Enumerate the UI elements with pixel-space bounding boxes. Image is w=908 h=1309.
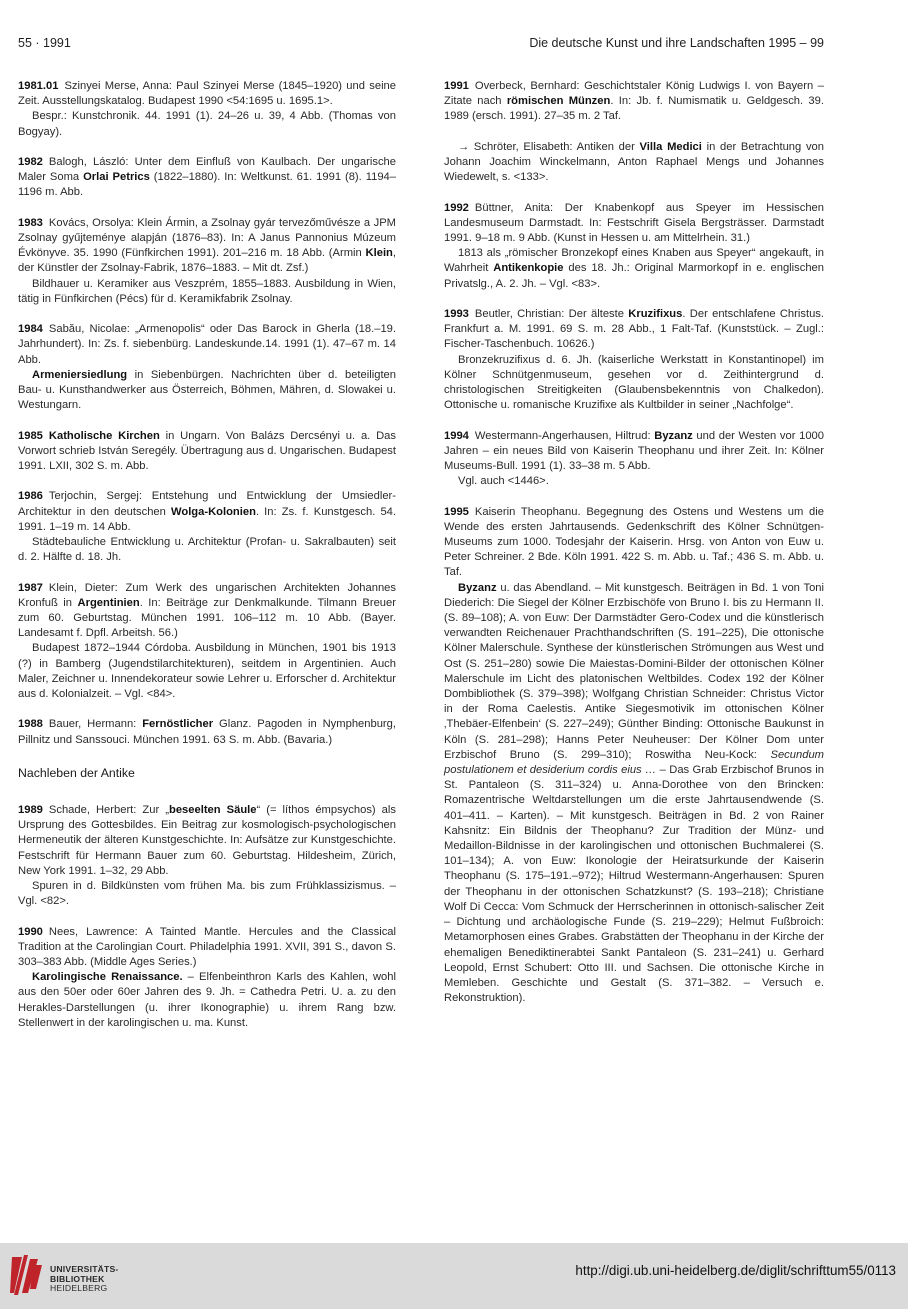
- entry-number: 1987: [18, 581, 43, 594]
- entry-keyword: römischen Münzen: [506, 95, 611, 108]
- section-title: Nachleben der Antike: [18, 765, 135, 780]
- entry-note: [18, 970, 396, 1031]
- entry-text: Schade, Herbert: Zur „: [48, 804, 169, 817]
- entry-note: [444, 246, 824, 292]
- entry-1988: [18, 717, 396, 747]
- entry-keyword: Klein: [365, 247, 393, 260]
- left-column: [18, 79, 396, 1046]
- entry-text: Westermann-Angerhausen, Hiltrud:: [474, 429, 655, 442]
- entry-number: 1992: [444, 201, 469, 214]
- entry-number: 1989: [18, 804, 43, 817]
- entry-number: 1985: [18, 429, 43, 442]
- entry-text: “ (= líthos émpsychos) als Ursprung des Gottesbildes. Ein Beitrag zur kosmologisch-psychologischen Hermeneutik der älteren Kunstgeschichte. In: Aufsätze zur Kunstgeschichte. Festschrift für Hermann Bauer zum 60. Geburtstag. Hildesheim, Zürich, New York 1991. 1–32, 29 Abb.: [18, 804, 396, 877]
- entry-note: Bildhauer u. Keramiker aus Veszprém, 1855–1883. Ausbildung in Wien, tätig in Fünfkirchen (Pécs) für d. Keramikfabrik Zsolnay.: [18, 277, 396, 305]
- entry-1991: [444, 79, 824, 125]
- entry-text: Nees, Lawrence: A Tainted Mantle. Hercules and the Classical Tradition at the Carolingian Court. Philadelphia 1991. XVII, 391 S., davon S. 303–383 Abb. (Middle Ages Series.): [18, 925, 396, 969]
- entry-text: (1822–1880). In: Weltkunst. 61. 1991 (8). 1194–1196 m. Abb.: [18, 171, 396, 199]
- entry-keyword: Fernöstlicher: [142, 718, 214, 731]
- entry-text: → Schröter, Elisabeth: Antiken der: [458, 140, 640, 153]
- entry-1994: [444, 429, 824, 490]
- library-name-line: BIBLIOTHEK: [50, 1273, 105, 1284]
- entry-keyword: Byzanz: [458, 581, 497, 594]
- entry-1986: [18, 489, 396, 565]
- entry-note-italic: Secundum postulationem et desiderium cordis eius …: [444, 748, 824, 777]
- entry-keyword: Antikenkopie: [493, 262, 564, 275]
- entry-keyword: beseelten Säule: [168, 804, 257, 817]
- footer-bar: [0, 1243, 908, 1309]
- library-emblem-icon: [8, 1253, 46, 1297]
- entry-note-text: – Das Grab Erzbischof Brunos in St. Pantaleon (S. 311–324) u. Anna-Dorothee von den Brincken: Romazentrische Weltdarstellungen um die erste Jahrtausendwende (S. 401–411. – Karten). – Mit kunstgesch. Beiträgen in Bd. 2 von Rainer Kahsnitz: Ein Bildnis der Theophanu? Zur Tradition der Münz- und Medaillon-Bildnisse in der karolingischen und ottonischen Buchmalerei (S. 101–134); A. von Euw: Ikonologie der Heiratsurkunde der Kaiserin Theophanu (S. 175–191.–972); Hiltrud Westermann-Angerhausen: Spuren der Theophanu in der ottonischen Schatzkunst? (S. 193–218); Christiane Wolf Di Cecca: Vom Schmuck der Herrscherinnen in ottonisch-salischer Zeit – Dichtung und archäologische Funde (S. 219–229); Helmut Fußbroich: Metamorphosen eines Grabes. Grabstätten der Theophanu in der Kirche der ehemaligen Benediktinerabtei Sankt Pantaleon (S. 231–241) u. Gerhard Leopold, Ernst Schubert: Otto III. und Sachsen. Die ottonische Kirche in Memleben. Geschichte und Gestalt (S. 371–382. – Versuch e. Rekonstruktion).: [444, 764, 824, 1005]
- entry-1984: [18, 322, 396, 413]
- library-name-line: HEIDELBERG: [50, 1283, 108, 1294]
- page-header: [18, 36, 824, 52]
- entry-text: Szinyei Merse, Anna: Paul Szinyei Merse (1845–1920) und seine Zeit. Ausstellungskatalog. Budapest 1990 <54:1695 u. 1695.1>.: [18, 80, 396, 108]
- page-number-year: 55 · 1991: [18, 36, 71, 50]
- permalink-url[interactable]: http://digi.ub.uni-heidelberg.de/diglit/schrifttum55/0113: [575, 1263, 896, 1278]
- entry-note: Vgl. auch <1446>.: [458, 475, 549, 488]
- entry-keyword: Kruzifixus: [628, 308, 683, 320]
- entry-note: Bespr.: Kunstchronik. 44. 1991 (1). 24–26 u. 39, 4 Abb. (Thomas von Bogyay).: [18, 110, 396, 138]
- entry-note: Budapest 1872–1944 Córdoba. Ausbildung in München, 1901 bis 1913 (?) in Bamberg (Jugendstilarchitekturen), seitdem in Argentinien. Auch Maler, Zeichner u. Innendekorateur sowie Lehrer u. Erforscher d. Architektur aus d. Kolonialzeit. – Vgl. <84>.: [18, 642, 396, 701]
- entry-1989: [18, 803, 396, 909]
- entry-keyword: Byzanz: [654, 429, 693, 442]
- library-logo[interactable]: [8, 1253, 128, 1297]
- entry-note: Städtebauliche Entwicklung u. Architektur (Profan- u. Sakralbauten) seit d. 2. Hälfte d. 18. Jh.: [18, 536, 396, 564]
- entry-1992: [444, 201, 824, 292]
- entry-text: Bauer, Hermann:: [48, 718, 143, 731]
- entry-number: 1990: [18, 925, 43, 938]
- entry-text: Sabău, Nicolae: „Armenopolis“ oder Das Barock in Gherla (18.–19. Jahrhundert). In: Zs. f. siebenbürg. Landeskunde.14. 1991 (1). 47–67 m. 14 Abb.: [18, 323, 396, 366]
- entry-text: . In: Zs. f. Kunstgesch. 54. 1991. 1–19 m. 14 Abb.: [18, 505, 397, 533]
- entry-text: . In: Beiträge zur Denkmalkunde. Tilmann Breuer zum 60. Geburtstag. München 1991. 106–112 m. 10 Abb. (Bayer. Landesamt f. Dpfl. Arbeitsh. 56.): [18, 596, 396, 640]
- entry-number: 1981.01: [18, 80, 59, 92]
- entry-1982: [18, 155, 396, 201]
- entry-text: und der Westen vor 1000 Jahren – ein neues Bild von Kaiserin Theophanu und ihrer Zeit. In: Kölner Museums-Bull. 1991 (1). 33–38 m. 5 Abb.: [444, 429, 825, 473]
- entry-number: 1986: [18, 490, 43, 503]
- entry-1995: [444, 505, 824, 1007]
- entry-text: Terjochin, Sergej: Entstehung und Entwicklung der Umsiedler-Architektur in den deutschen: [18, 490, 396, 518]
- entry-text: , der Künstler der Zsolnay-Fabrik, 1876–1883. – Mit dt. Zsf.): [18, 247, 396, 275]
- entry-keyword: Wolga-Kolonien: [171, 505, 256, 518]
- entry-note: [18, 368, 396, 414]
- entry-keyword: Armeniersiedlung: [32, 368, 128, 381]
- entry-number: 1983: [18, 216, 43, 229]
- entry-1993: [444, 307, 824, 413]
- entry-text: Kovács, Orsolya: Klein Ármin, a Zsolnay gyár tervezőművésze a JPM Zsolnay gyűjteménye alapján (1876–83). In: A Janus Pannonius Múzeum Évkönyve. 35. 1990 (Fünfkirchen 1991). 201–216 m. 18 Abb. (Armin: [18, 216, 396, 260]
- running-title: Die deutsche Kunst und ihre Landschaften 1995 – 99: [529, 36, 824, 50]
- entry-note: Bronzekruzifixus d. 6. Jh. (kaiserliche Werkstatt in Konstantinopel) im Kölner Schnütgenmuseum, gesehen vor d. Zeithintergrund d. christologischen Streitigkeiten (Glaubensbekenntnis von Chalkedon). Ottonische u. romanische Kruzifixe als Kultbilder in seiner „Nachfolge“.: [444, 353, 824, 412]
- entry-note-text: – Elfenbeinthron Karls des Kahlen, wohl aus den 50er oder 60er Jahren des 9. Jh. = Cathedra Petri. U. a. zu den Herakles-Darstellungen (u. ihrer Ikonographie) u. ihrem Rang bzw. Stellenwert in der karolingischen u. ma. Kunst.: [18, 971, 396, 1029]
- entry-number: 1994: [444, 429, 469, 442]
- entry-text: in Ungarn. Von Balázs Dercsényi u. a. Das Vorwort schrieb István Seregély. Übertragung aus d. Ungarischen. Budapest 1991. LXII, 302 S. m. Abb.: [18, 429, 396, 473]
- entry-keyword: Katholische Kirchen: [48, 429, 160, 442]
- entry-note-text: des 18. Jh.: Original Marmorkopf in e. englischen Privatslg., A. 2. Jh. – Vgl. <83>.: [444, 262, 824, 290]
- library-name-line: UNIVERSITÄTS-: [50, 1264, 119, 1274]
- entry-note: [444, 581, 824, 1007]
- entry-text: Balogh, László: Unter dem Einfluß von Kaulbach. Der ungarische Maler Soma: [18, 156, 396, 184]
- entry-note: Spuren in d. Bildkünsten vom frühen Ma. bis zum Frühklassizismus. – Vgl. <82>.: [18, 880, 396, 908]
- entry-text: Büttner, Anita: Der Knabenkopf aus Speyer im Hessischen Landesmuseum Darmstadt. In: Festschrift Gisela Bergsträsser. Darmstadt 1991. 9–18 m. 9 Abb. (Kunst in Hessen u. am Mittelrhein. 31.): [444, 201, 824, 244]
- entry-text: . In: Jb. f. Numismatik u. Geldgesch. 39. 1989 (ersch. 1991). 27–35 m. 2 Taf.: [444, 95, 824, 123]
- entry-number: 1988: [18, 718, 43, 731]
- entry-1990: [18, 925, 396, 1031]
- entry-number: 1993: [444, 308, 469, 320]
- entry-number: 1982: [18, 156, 43, 168]
- entry-note-text: in Siebenbürgen. Nachrichten über d. beteiligten Bau- u. Kunsthandwerker aus Österreich, Böhmen, Mähren, d. Slowakei u. Westungarn.: [18, 368, 396, 412]
- entry-text: . Der entschlafene Christus. Frankfurt a. M. 1991. 69 S. m. 28 Abb., 1 Falt-Taf. (Kunststück. – Zugl.: Fischer-Taschenbuch. 10626.): [444, 308, 824, 351]
- entry-text: Kaiserin Theophanu. Begegnung des Ostens und Westens um die Wende des ersten Jahrtausends. Gedenkschrift des Kölner Schnütgen-Museums zum 1000. Todesjahr der Kaiserin. Hrsg. von Anton von Euw u. Peter Schreiner. 2 Bde. Köln 1991. 422 S. m. Abb. u. Taf.; 436 S. m. Abb. u. Taf.: [444, 505, 824, 579]
- entry-number: 1991: [444, 80, 469, 92]
- entry-text: Glanz. Pagoden in Nymphenburg, Pillnitz und Sanssouci. München 1991. 63 S. m. Abb. (Bavaria.): [18, 718, 396, 746]
- entry-note-text: 1813 als „römischer Bronzekopf eines Knaben aus Speyer“ angekauft, in Wahrheit: [444, 247, 824, 275]
- entry-text: Overbeck, Bernhard: Geschichtstaler König Ludwigs I. von Bayern – Zitate nach: [444, 80, 824, 108]
- library-name: [50, 1265, 119, 1294]
- entry-keyword: Villa Medici: [639, 140, 702, 153]
- entry-1983: [18, 216, 396, 307]
- entry-1985: [18, 429, 396, 475]
- entry-1981: [18, 79, 396, 140]
- entry-number: 1995: [444, 505, 469, 518]
- entry-note-text: u. das Abendland. – Mit kunstgesch. Beiträgen in Bd. 1 von Toni Diederich: Die Siegel der Kölner Erzbischöfe von Bruno I. bis zu Hermann II. (S. 89–108); A. von Euw: Der Darmstädter Gero-Codex und die künstlerisch verwandten Reichenauer Prachthandschriften (S. 191–225), Die ottonische Kölner Malerschule. Synthese der künstlerischen Strömungen aus West und Ost (S. 251–280) sowie Die Maiestas-Domini-Bilder der ottonischen Kölner Malerschule im Licht des platonischen Weltbildes. Codex 192 der Kölner Dombibliothek (S. 379–398); Wolfgang Christian Schneider: Christus Victor in der Roma Caelestis. Antike Siegesmotivik im ottonischen Kölner ‚Thebäer-Elfenbein‘ (S. 227–249); Günther Binding: Ottonische Baukunst in Köln (S. 281–298); Hanns Peter Neuheuser: Der Kölner Dom unter Erzbischof Bruno (S. 299–310); Roswitha Neu-Kock:: [444, 581, 824, 761]
- cross-reference-schroeter: [444, 140, 824, 186]
- entry-number: 1984: [18, 323, 43, 336]
- entry-keyword: Argentinien: [77, 596, 140, 609]
- entry-keyword: Karolingische Renaissance.: [32, 971, 183, 984]
- right-column: [444, 79, 824, 1022]
- entry-text: Klein, Dieter: Zum Werk des ungarischen Architekten Johannes Kronfuß in: [18, 581, 396, 609]
- entry-1987: [18, 581, 396, 703]
- entry-text: in der Betrachtung von Johann Joachim Winckelmann, Anton Raphael Mengs und Johannes Wiedewelt, s. <133>.: [444, 140, 824, 184]
- entry-text: Beutler, Christian: Der älteste: [474, 308, 629, 320]
- entry-keyword: Orlai Petrics: [83, 171, 150, 184]
